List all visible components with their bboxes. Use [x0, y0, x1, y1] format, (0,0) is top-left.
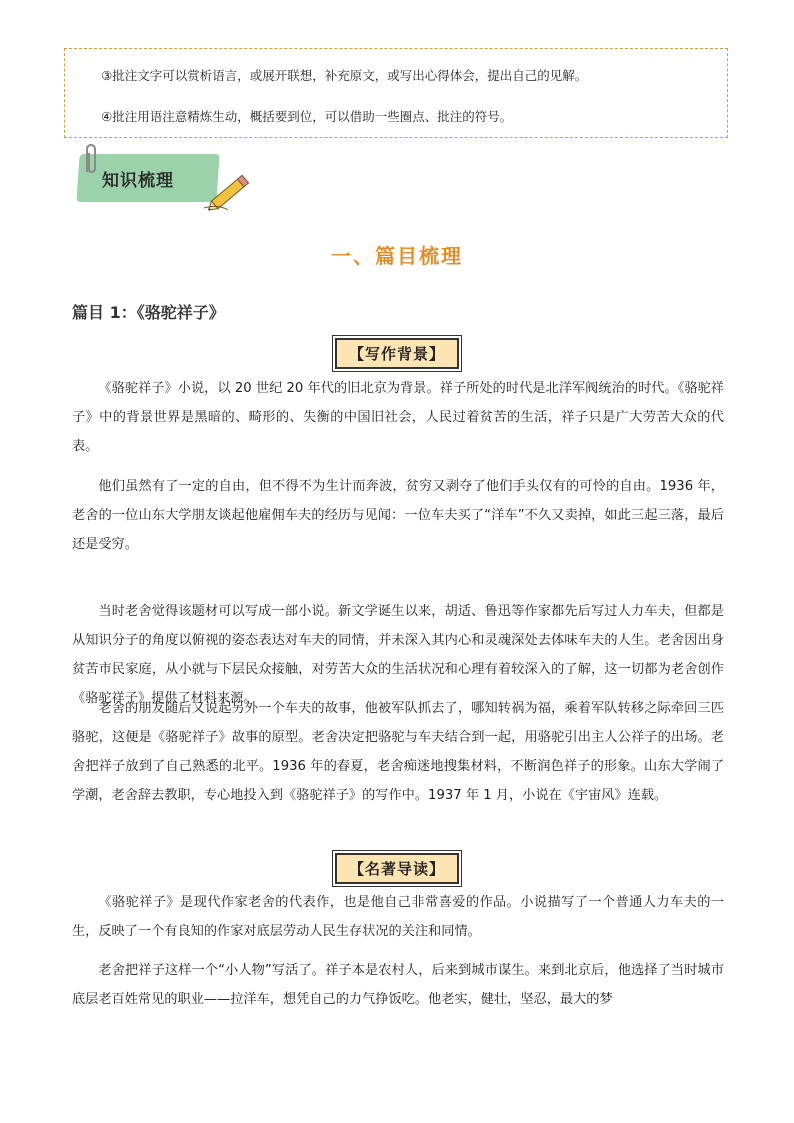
work-subheading: 篇目 1：《骆驼祥子》 — [72, 303, 225, 322]
paragraph-4: 老舍的朋友随后又说起另外一个车夫的故事，他被军队抓去了，哪知转祸为福，乘着军队转移之际牵回三匹骆驼，这便是《骆驼祥子》故事的原型。老舍决定把骆驼与车夫结合到一起，用骆驼引出主人公祥子的出场。老舍把祥子放到了自己熟悉的北平。1936 年的春夏，老舍痴迷地搜集材料，不断润色祥子的形象。山东大学闹了学潮，老舍辞去教职，专心地投入到《骆驼祥子》的写作中。1937 年 1 月，小说在《宇宙风》连载。 — [72, 701, 724, 803]
book-guide-label: 【名著导读】 — [335, 853, 459, 884]
note-item-4: ④批注用语注意精炼生动，概括要到位，可以借助一些圈点、批注的符号。 — [101, 109, 513, 124]
book-guide-heading — [0, 853, 794, 884]
paperclip-icon — [78, 142, 104, 176]
writing-background-heading — [0, 338, 794, 369]
paragraph-1: 《骆驼祥子》小说，以 20 世纪 20 年代的旧北京为背景。祥子所处的时代是北洋军阀统治的时代。《骆驼祥子》中的背景世界是黑暗的、畸形的、失衡的中国旧社会，人民过着贫苦的生活，祥子只是广大劳苦大众的代表。 — [72, 381, 724, 454]
notes-box — [64, 48, 728, 138]
section-tag — [74, 150, 264, 210]
section-tag-label: 知识梳理 — [102, 171, 174, 191]
note-item-3: ③批注文字可以赏析语言，或展开联想，补充原文，或写出心得体会，提出自己的见解。 — [101, 68, 588, 83]
pencil-icon — [200, 170, 260, 214]
main-title: 一、篇目梳理 — [331, 244, 463, 268]
paragraph-2: 他们虽然有了一定的自由，但不得不为生计而奔波，贫穷又剥夺了他们手头仅有的可怜的自由。1936 年，老舍的一位山东大学朋友谈起他雇佣车夫的经历与见闻：一位车夫买了“洋车”不久又卖掉，如此三起三落，最后还是受穷。 — [72, 479, 724, 552]
writing-background-label: 【写作背景】 — [335, 338, 459, 369]
paragraph-3: 当时老舍觉得该题材可以写成一部小说。新文学诞生以来，胡适、鲁迅等作家都先后写过人力车夫，但都是从知识分子的角度以俯视的姿态表达对车夫的同情，并未深入其内心和灵魂深处去体味车夫的人生。老舍因出身贫苦市民家庭，从小就与下层民众接触，对劳苦大众的生活状况和心理有着较深入的了解，这一切都为老舍创作《骆驼祥子》提供了材料来源。 — [72, 604, 724, 706]
paragraph-5: 《骆驼祥子》是现代作家老舍的代表作，也是他自己非常喜爱的作品。小说描写了一个普通人力车夫的一生，反映了一个有良知的作家对底层劳动人民生存状况的关注和同情。 — [72, 895, 724, 939]
paragraph-6: 老舍把祥子这样一个“小人物”写活了。祥子本是农村人，后来到城市谋生。来到北京后，他选择了当时城市底层老百姓常见的职业——拉洋车，想凭自己的力气挣饭吃。他老实，健壮，坚忍，最大的梦 — [72, 963, 724, 1007]
